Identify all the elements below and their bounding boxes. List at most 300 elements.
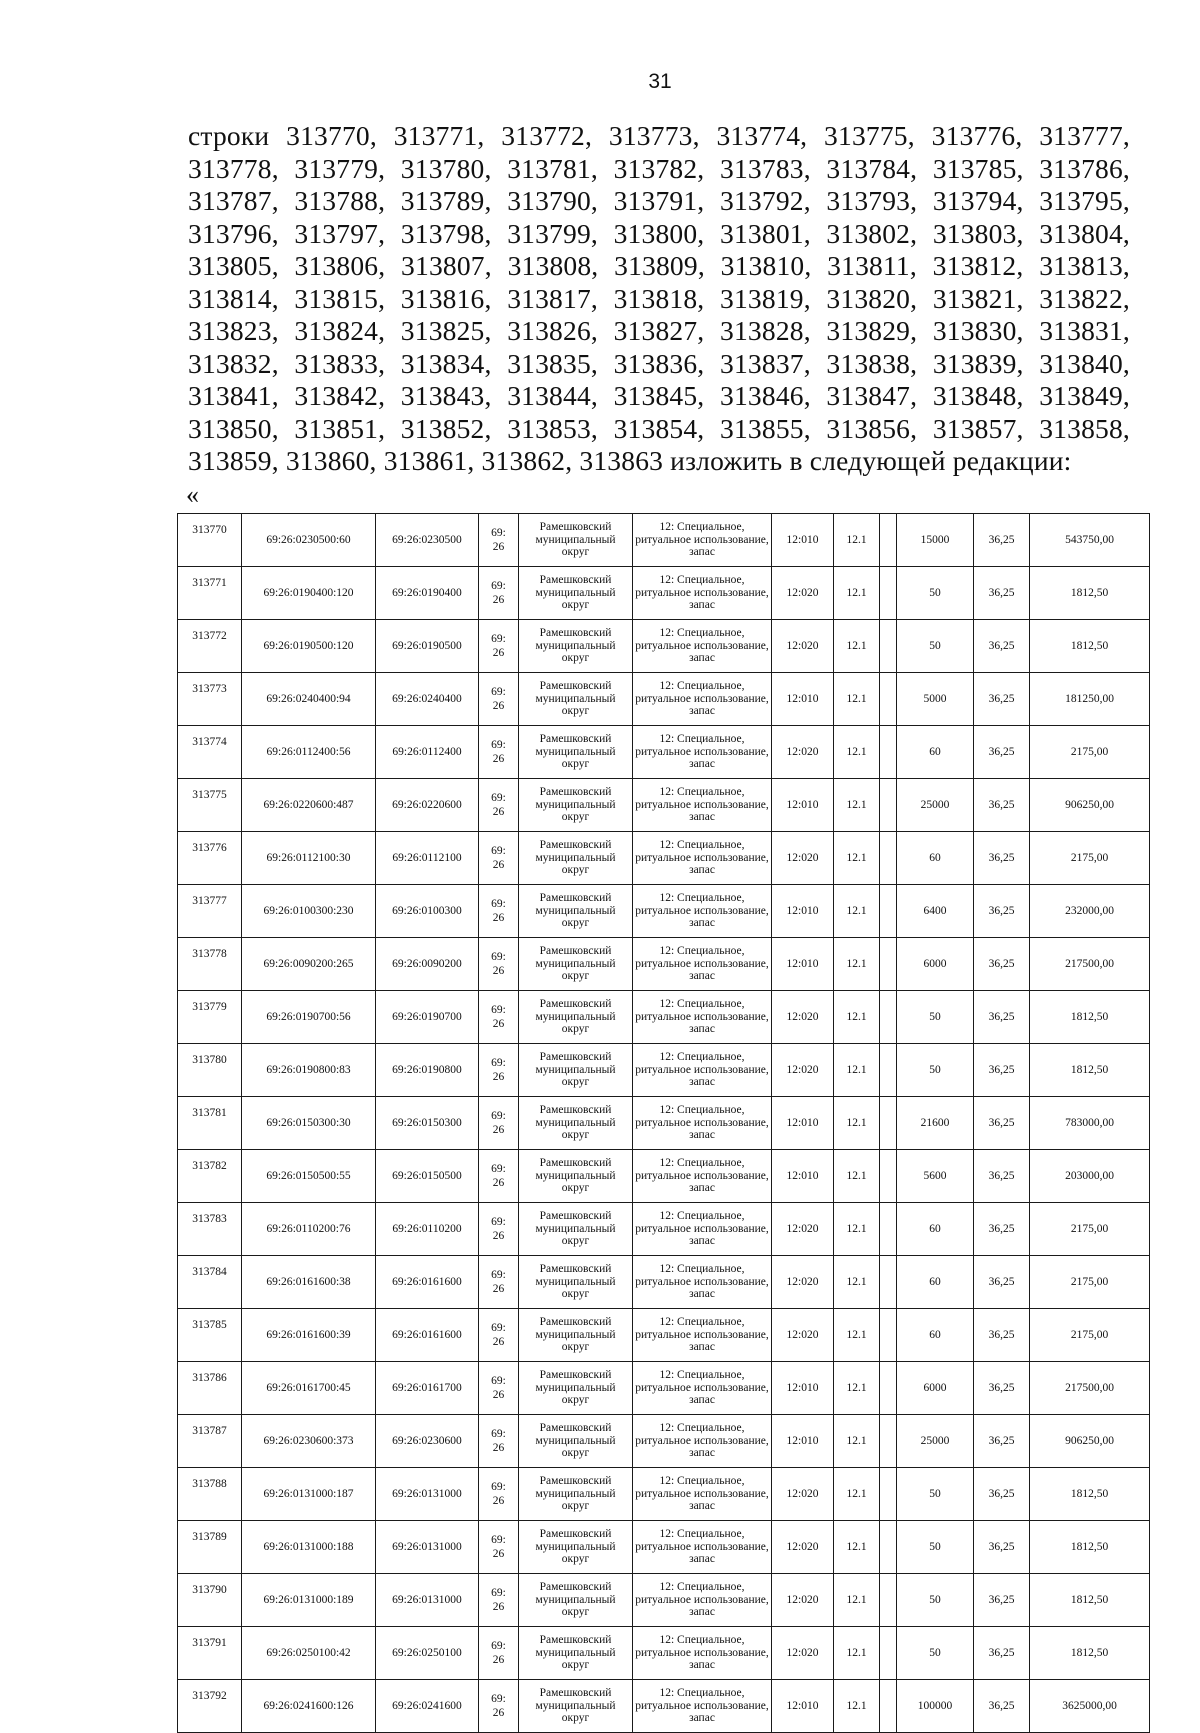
region-code-text: 69: 26 (491, 1057, 506, 1083)
cadastral-number-cell: 69:26:0190800:83 (242, 1044, 376, 1097)
row-number-cell: 313781 (178, 1097, 242, 1150)
group-cell: 12.1 (834, 1468, 880, 1521)
region-code-text: 69: 26 (491, 1110, 506, 1136)
use-code-cell: 12:020 (772, 620, 834, 673)
cadastral-block-cell: 69:26:0240400 (376, 673, 479, 726)
land-use-cell (633, 779, 772, 832)
rate-cell: 36,25 (974, 1627, 1030, 1680)
use-code-cell: 12:010 (772, 1097, 834, 1150)
region-code-text: 69: 26 (491, 792, 506, 818)
cadastral-block-cell: 69:26:0112100 (376, 832, 479, 885)
region-code-text: 69: 26 (491, 1534, 506, 1560)
use-code-cell: 12:020 (772, 1521, 834, 1574)
group-cell: 12.1 (834, 832, 880, 885)
row-number-cell: 313789 (178, 1521, 242, 1574)
purpose-text: 12: Специальное, ритуальное использование, запас (635, 945, 769, 983)
land-use-cell (633, 885, 772, 938)
district-text: Рамешковский муниципальный округ (535, 1104, 616, 1142)
empty-cell (880, 1521, 897, 1574)
cadastral-number-cell: 69:26:0150300:30 (242, 1097, 376, 1150)
district-cell (519, 1574, 633, 1627)
table-row (178, 1044, 1150, 1097)
district-text: Рамешковский муниципальный округ (535, 1687, 616, 1725)
district-text: Рамешковский муниципальный округ (535, 998, 616, 1036)
use-code-cell: 12:010 (772, 1362, 834, 1415)
empty-cell (880, 1097, 897, 1150)
district-cell (519, 567, 633, 620)
cadastral-number-cell: 69:26:0131000:187 (242, 1468, 376, 1521)
empty-cell (880, 1574, 897, 1627)
land-use-cell (633, 1521, 772, 1574)
row-number-cell: 313784 (178, 1256, 242, 1309)
area-cell: 50 (897, 1574, 974, 1627)
rate-cell: 36,25 (974, 1680, 1030, 1733)
district-cell (519, 1150, 633, 1203)
group-cell: 12.1 (834, 1362, 880, 1415)
region-code-cell (479, 1203, 519, 1256)
rate-cell: 36,25 (974, 938, 1030, 991)
group-cell: 12.1 (834, 1415, 880, 1468)
cadastral-block-cell: 69:26:0131000 (376, 1574, 479, 1627)
use-code-cell: 12:010 (772, 1680, 834, 1733)
cadastral-value-cell: 2175,00 (1030, 1256, 1150, 1309)
empty-cell (880, 1309, 897, 1362)
group-cell: 12.1 (834, 1574, 880, 1627)
group-cell: 12.1 (834, 567, 880, 620)
rate-cell: 36,25 (974, 779, 1030, 832)
region-code-text: 69: 26 (491, 580, 506, 606)
empty-cell (880, 567, 897, 620)
cadastral-value-cell: 1812,50 (1030, 1627, 1150, 1680)
empty-cell (880, 1415, 897, 1468)
table-row (178, 885, 1150, 938)
region-code-cell (479, 1680, 519, 1733)
district-text: Рамешковский муниципальный округ (535, 1422, 616, 1460)
cadastral-block-cell: 69:26:0220600 (376, 779, 479, 832)
purpose-text: 12: Специальное, ритуальное использование, запас (635, 521, 769, 559)
area-cell: 100000 (897, 1680, 974, 1733)
rate-cell: 36,25 (974, 620, 1030, 673)
empty-cell (880, 1627, 897, 1680)
area-cell: 60 (897, 1309, 974, 1362)
region-code-cell (479, 1044, 519, 1097)
land-use-cell (633, 1150, 772, 1203)
region-code-cell (479, 726, 519, 779)
region-code-cell (479, 567, 519, 620)
cadastral-block-cell: 69:26:0112400 (376, 726, 479, 779)
region-code-text: 69: 26 (491, 1428, 506, 1454)
purpose-text: 12: Специальное, ритуальное использование, запас (635, 1210, 769, 1248)
rate-cell: 36,25 (974, 1203, 1030, 1256)
empty-cell (880, 673, 897, 726)
table-row (178, 567, 1150, 620)
cadastral-value-cell: 1812,50 (1030, 620, 1150, 673)
empty-cell (880, 1256, 897, 1309)
cadastral-block-cell: 69:26:0090200 (376, 938, 479, 991)
district-cell (519, 620, 633, 673)
district-cell (519, 1044, 633, 1097)
cadastral-number-cell: 69:26:0112400:56 (242, 726, 376, 779)
table-row (178, 726, 1150, 779)
group-cell: 12.1 (834, 1256, 880, 1309)
district-text: Рамешковский муниципальный округ (535, 733, 616, 771)
group-cell: 12.1 (834, 514, 880, 567)
area-cell: 60 (897, 1256, 974, 1309)
land-use-cell (633, 620, 772, 673)
purpose-text: 12: Специальное, ритуальное использование, запас (635, 892, 769, 930)
district-cell (519, 673, 633, 726)
district-text: Рамешковский муниципальный округ (535, 1210, 616, 1248)
use-code-cell: 12:020 (772, 726, 834, 779)
rate-cell: 36,25 (974, 1574, 1030, 1627)
purpose-text: 12: Специальное, ритуальное использование, запас (635, 1422, 769, 1460)
cadastral-value-cell: 3625000,00 (1030, 1680, 1150, 1733)
table-row (178, 1574, 1150, 1627)
table-row (178, 1256, 1150, 1309)
row-number-cell: 313792 (178, 1680, 242, 1733)
district-text: Рамешковский муниципальный округ (535, 1581, 616, 1619)
land-use-cell (633, 514, 772, 567)
region-code-text: 69: 26 (491, 686, 506, 712)
cadastral-number-cell: 69:26:0240400:94 (242, 673, 376, 726)
group-cell: 12.1 (834, 1309, 880, 1362)
region-code-cell (479, 938, 519, 991)
purpose-text: 12: Специальное, ритуальное использование, запас (635, 627, 769, 665)
row-number-cell: 313779 (178, 991, 242, 1044)
table-row (178, 1627, 1150, 1680)
opening-quote-mark: « (186, 480, 199, 509)
empty-cell (880, 1680, 897, 1733)
cadastral-block-cell: 69:26:0230500 (376, 514, 479, 567)
land-use-cell (633, 1203, 772, 1256)
region-code-cell (479, 1415, 519, 1468)
area-cell: 50 (897, 991, 974, 1044)
table-row (178, 1203, 1150, 1256)
cadastral-value-cell: 783000,00 (1030, 1097, 1150, 1150)
purpose-text: 12: Специальное, ритуальное использование, запас (635, 1051, 769, 1089)
land-use-cell (633, 1680, 772, 1733)
rate-cell: 36,25 (974, 1150, 1030, 1203)
purpose-text: 12: Специальное, ритуальное использование, запас (635, 1316, 769, 1354)
rate-cell: 36,25 (974, 567, 1030, 620)
region-code-cell (479, 1097, 519, 1150)
cadastral-block-cell: 69:26:0190700 (376, 991, 479, 1044)
cadastral-number-cell: 69:26:0220600:487 (242, 779, 376, 832)
region-code-cell (479, 779, 519, 832)
table-row (178, 1150, 1150, 1203)
table-row (178, 779, 1150, 832)
group-cell: 12.1 (834, 620, 880, 673)
land-use-cell (633, 1309, 772, 1362)
district-text: Рамешковский муниципальный округ (535, 1528, 616, 1566)
rate-cell: 36,25 (974, 1044, 1030, 1097)
area-cell: 50 (897, 1627, 974, 1680)
purpose-text: 12: Специальное, ритуальное использование, запас (635, 1475, 769, 1513)
group-cell: 12.1 (834, 726, 880, 779)
cadastral-number-cell: 69:26:0190700:56 (242, 991, 376, 1044)
use-code-cell: 12:020 (772, 832, 834, 885)
district-text: Рамешковский муниципальный округ (535, 1475, 616, 1513)
row-number-cell: 313771 (178, 567, 242, 620)
purpose-text: 12: Специальное, ритуальное использование, запас (635, 998, 769, 1036)
district-cell (519, 1097, 633, 1150)
empty-cell (880, 1044, 897, 1097)
cadastral-number-cell: 69:26:0241600:126 (242, 1680, 376, 1733)
use-code-cell: 12:010 (772, 885, 834, 938)
cadastral-value-cell: 2175,00 (1030, 832, 1150, 885)
purpose-text: 12: Специальное, ритуальное использование, запас (635, 1369, 769, 1407)
region-code-text: 69: 26 (491, 1216, 506, 1242)
use-code-cell: 12:020 (772, 567, 834, 620)
region-code-cell (479, 1256, 519, 1309)
region-code-text: 69: 26 (491, 1004, 506, 1030)
cadastral-block-cell: 69:26:0190500 (376, 620, 479, 673)
cadastral-number-cell: 69:26:0090200:265 (242, 938, 376, 991)
row-number-cell: 313774 (178, 726, 242, 779)
purpose-text: 12: Специальное, ритуальное использование, запас (635, 1263, 769, 1301)
row-number-cell: 313786 (178, 1362, 242, 1415)
district-text: Рамешковский муниципальный округ (535, 1157, 616, 1195)
cadastral-value-cell: 181250,00 (1030, 673, 1150, 726)
purpose-text: 12: Специальное, ритуальное использование, запас (635, 1104, 769, 1142)
table-row (178, 938, 1150, 991)
cadastral-number-cell: 69:26:0131000:188 (242, 1521, 376, 1574)
district-text: Рамешковский муниципальный округ (535, 521, 616, 559)
row-number-cell: 313780 (178, 1044, 242, 1097)
group-cell: 12.1 (834, 1627, 880, 1680)
purpose-text: 12: Специальное, ритуальное использование, запас (635, 1157, 769, 1195)
cadastral-number-cell: 69:26:0161600:39 (242, 1309, 376, 1362)
area-cell: 6400 (897, 885, 974, 938)
group-cell: 12.1 (834, 1680, 880, 1733)
area-cell: 5000 (897, 673, 974, 726)
group-cell: 12.1 (834, 1521, 880, 1574)
empty-cell (880, 938, 897, 991)
table-row (178, 991, 1150, 1044)
land-use-cell (633, 1256, 772, 1309)
group-cell: 12.1 (834, 938, 880, 991)
empty-cell (880, 1203, 897, 1256)
table-body (178, 514, 1150, 1733)
district-text: Рамешковский муниципальный округ (535, 1051, 616, 1089)
use-code-cell: 12:020 (772, 1044, 834, 1097)
row-number-cell: 313782 (178, 1150, 242, 1203)
use-code-cell: 12:010 (772, 673, 834, 726)
group-cell: 12.1 (834, 885, 880, 938)
group-cell: 12.1 (834, 779, 880, 832)
district-cell (519, 885, 633, 938)
district-cell (519, 726, 633, 779)
group-cell: 12.1 (834, 673, 880, 726)
cadastral-block-cell: 69:26:0131000 (376, 1521, 479, 1574)
empty-cell (880, 726, 897, 779)
district-cell (519, 1521, 633, 1574)
rate-cell: 36,25 (974, 1362, 1030, 1415)
region-code-text: 69: 26 (491, 1322, 506, 1348)
region-code-cell (479, 1150, 519, 1203)
district-cell (519, 1256, 633, 1309)
district-text: Рамешковский муниципальный округ (535, 1263, 616, 1301)
cadastral-value-cell: 1812,50 (1030, 991, 1150, 1044)
row-number-cell: 313776 (178, 832, 242, 885)
use-code-cell: 12:020 (772, 1468, 834, 1521)
table-row (178, 1309, 1150, 1362)
cadastral-block-cell: 69:26:0110200 (376, 1203, 479, 1256)
cadastral-number-cell: 69:26:0100300:230 (242, 885, 376, 938)
land-use-cell (633, 832, 772, 885)
area-cell: 50 (897, 1044, 974, 1097)
region-code-text: 69: 26 (491, 633, 506, 659)
rate-cell: 36,25 (974, 991, 1030, 1044)
area-cell: 60 (897, 1203, 974, 1256)
region-code-text: 69: 26 (491, 845, 506, 871)
cadastral-block-cell: 69:26:0190400 (376, 567, 479, 620)
area-cell: 6000 (897, 938, 974, 991)
row-number-cell: 313777 (178, 885, 242, 938)
table-row (178, 620, 1150, 673)
table-row (178, 1468, 1150, 1521)
cadastral-number-cell: 69:26:0190500:120 (242, 620, 376, 673)
region-code-cell (479, 1521, 519, 1574)
row-number-cell: 313785 (178, 1309, 242, 1362)
land-use-cell (633, 1627, 772, 1680)
area-cell: 60 (897, 832, 974, 885)
intro-paragraph: строки 313770, 313771, 313772, 313773, 313774, 313775, 313776, 313777, 313778, 313779, 313780, 313781, 313782, 313783, 313784, 313785, 313786, 313787, 313788, 313789, 313790, 313791, 313792, 313793, 313794, 313795, 313796, 313797, 313798, 313799, 313800, 313801, 313802, 313803, 313804, 313805, 313806, 313807, 313808, 313809, 313810, 313811, 313812, 313813, 313814, 313815, 313816, 313817, 313818, 313819, 313820, 313821, 313822, 313823, 313824, 313825, 313826, 313827, 313828, 313829, 313830, 313831, 313832, 313833, 313834, 313835, 313836, 313837, 313838, 313839, 313840, 313841, 313842, 313843, 313844, 313845, 313846, 313847, 313848, 313849, 313850, 313851, 313852, 313853, 313854, 313855, 313856, 313857, 313858, 313859, 313860, 313861, 313862, 313863 изложить в следующей редакции: (188, 120, 1130, 476)
empty-cell (880, 1362, 897, 1415)
area-cell: 21600 (897, 1097, 974, 1150)
region-code-text: 69: 26 (491, 1269, 506, 1295)
region-code-cell (479, 991, 519, 1044)
use-code-cell: 12:010 (772, 938, 834, 991)
land-use-cell (633, 991, 772, 1044)
region-code-cell (479, 832, 519, 885)
district-cell (519, 1627, 633, 1680)
area-cell: 50 (897, 620, 974, 673)
district-cell (519, 938, 633, 991)
region-code-text: 69: 26 (491, 1640, 506, 1666)
area-cell: 25000 (897, 1415, 974, 1468)
cadastral-number-cell: 69:26:0230600:373 (242, 1415, 376, 1468)
area-cell: 60 (897, 726, 974, 779)
purpose-text: 12: Специальное, ритуальное использование, запас (635, 574, 769, 612)
area-cell: 50 (897, 1468, 974, 1521)
use-code-cell: 12:010 (772, 1150, 834, 1203)
cadastral-value-cell: 906250,00 (1030, 779, 1150, 832)
rate-cell: 36,25 (974, 885, 1030, 938)
cadastral-block-cell: 69:26:0150500 (376, 1150, 479, 1203)
row-number-cell: 313772 (178, 620, 242, 673)
region-code-text: 69: 26 (491, 1693, 506, 1719)
table-row (178, 673, 1150, 726)
use-code-cell: 12:010 (772, 514, 834, 567)
land-use-cell (633, 673, 772, 726)
district-cell (519, 1680, 633, 1733)
group-cell: 12.1 (834, 1044, 880, 1097)
use-code-cell: 12:010 (772, 779, 834, 832)
purpose-text: 12: Специальное, ритуальное использование, запас (635, 680, 769, 718)
district-cell (519, 991, 633, 1044)
area-cell: 5600 (897, 1150, 974, 1203)
district-cell (519, 514, 633, 567)
cadastral-value-cell: 1812,50 (1030, 1521, 1150, 1574)
group-cell: 12.1 (834, 1097, 880, 1150)
row-number-cell: 313790 (178, 1574, 242, 1627)
land-use-cell (633, 1415, 772, 1468)
table-row (178, 1680, 1150, 1733)
purpose-text: 12: Специальное, ритуальное использование, запас (635, 1687, 769, 1725)
row-number-cell: 313775 (178, 779, 242, 832)
land-use-cell (633, 1362, 772, 1415)
region-code-cell (479, 1362, 519, 1415)
district-text: Рамешковский муниципальный округ (535, 786, 616, 824)
empty-cell (880, 991, 897, 1044)
cadastral-number-cell: 69:26:0190400:120 (242, 567, 376, 620)
cadastral-value-cell: 2175,00 (1030, 1309, 1150, 1362)
district-text: Рамешковский муниципальный округ (535, 892, 616, 930)
rate-cell: 36,25 (974, 1309, 1030, 1362)
region-code-text: 69: 26 (491, 951, 506, 977)
purpose-text: 12: Специальное, ритуальное использование, запас (635, 1528, 769, 1566)
district-text: Рамешковский муниципальный округ (535, 945, 616, 983)
area-cell: 15000 (897, 514, 974, 567)
district-cell (519, 1309, 633, 1362)
cadastral-value-cell: 543750,00 (1030, 514, 1150, 567)
land-use-cell (633, 1044, 772, 1097)
land-use-cell (633, 567, 772, 620)
region-code-text: 69: 26 (491, 1375, 506, 1401)
land-use-cell (633, 726, 772, 779)
cadastral-block-cell: 69:26:0161600 (376, 1256, 479, 1309)
rate-cell: 36,25 (974, 1468, 1030, 1521)
cadastral-value-cell: 1812,50 (1030, 1468, 1150, 1521)
cadastral-value-cell: 217500,00 (1030, 1362, 1150, 1415)
table-row (178, 1521, 1150, 1574)
district-cell (519, 779, 633, 832)
row-number-cell: 313787 (178, 1415, 242, 1468)
cadastral-value-cell: 906250,00 (1030, 1415, 1150, 1468)
cadastral-value-cell: 1812,50 (1030, 567, 1150, 620)
region-code-cell (479, 1309, 519, 1362)
cadastral-value-cell: 1812,50 (1030, 1044, 1150, 1097)
group-cell: 12.1 (834, 1203, 880, 1256)
use-code-cell: 12:010 (772, 1415, 834, 1468)
rate-cell: 36,25 (974, 832, 1030, 885)
land-plots-table (177, 513, 1150, 1733)
cadastral-number-cell: 69:26:0161600:38 (242, 1256, 376, 1309)
row-number-cell: 313778 (178, 938, 242, 991)
empty-cell (880, 779, 897, 832)
page-number: 31 (648, 70, 672, 93)
purpose-text: 12: Специальное, ритуальное использование, запас (635, 1581, 769, 1619)
cadastral-block-cell: 69:26:0161600 (376, 1309, 479, 1362)
region-code-cell (479, 514, 519, 567)
purpose-text: 12: Специальное, ритуальное использование, запас (635, 1634, 769, 1672)
rate-cell: 36,25 (974, 1521, 1030, 1574)
empty-cell (880, 832, 897, 885)
cadastral-block-cell: 69:26:0161700 (376, 1362, 479, 1415)
row-number-cell: 313791 (178, 1627, 242, 1680)
cadastral-number-cell: 69:26:0112100:30 (242, 832, 376, 885)
cadastral-block-cell: 69:26:0190800 (376, 1044, 479, 1097)
rate-cell: 36,25 (974, 1097, 1030, 1150)
cadastral-block-cell: 69:26:0131000 (376, 1468, 479, 1521)
district-text: Рамешковский муниципальный округ (535, 1634, 616, 1672)
row-number-cell: 313773 (178, 673, 242, 726)
region-code-text: 69: 26 (491, 739, 506, 765)
table-row (178, 1415, 1150, 1468)
purpose-text: 12: Специальное, ритуальное использование, запас (635, 733, 769, 771)
rate-cell: 36,25 (974, 673, 1030, 726)
